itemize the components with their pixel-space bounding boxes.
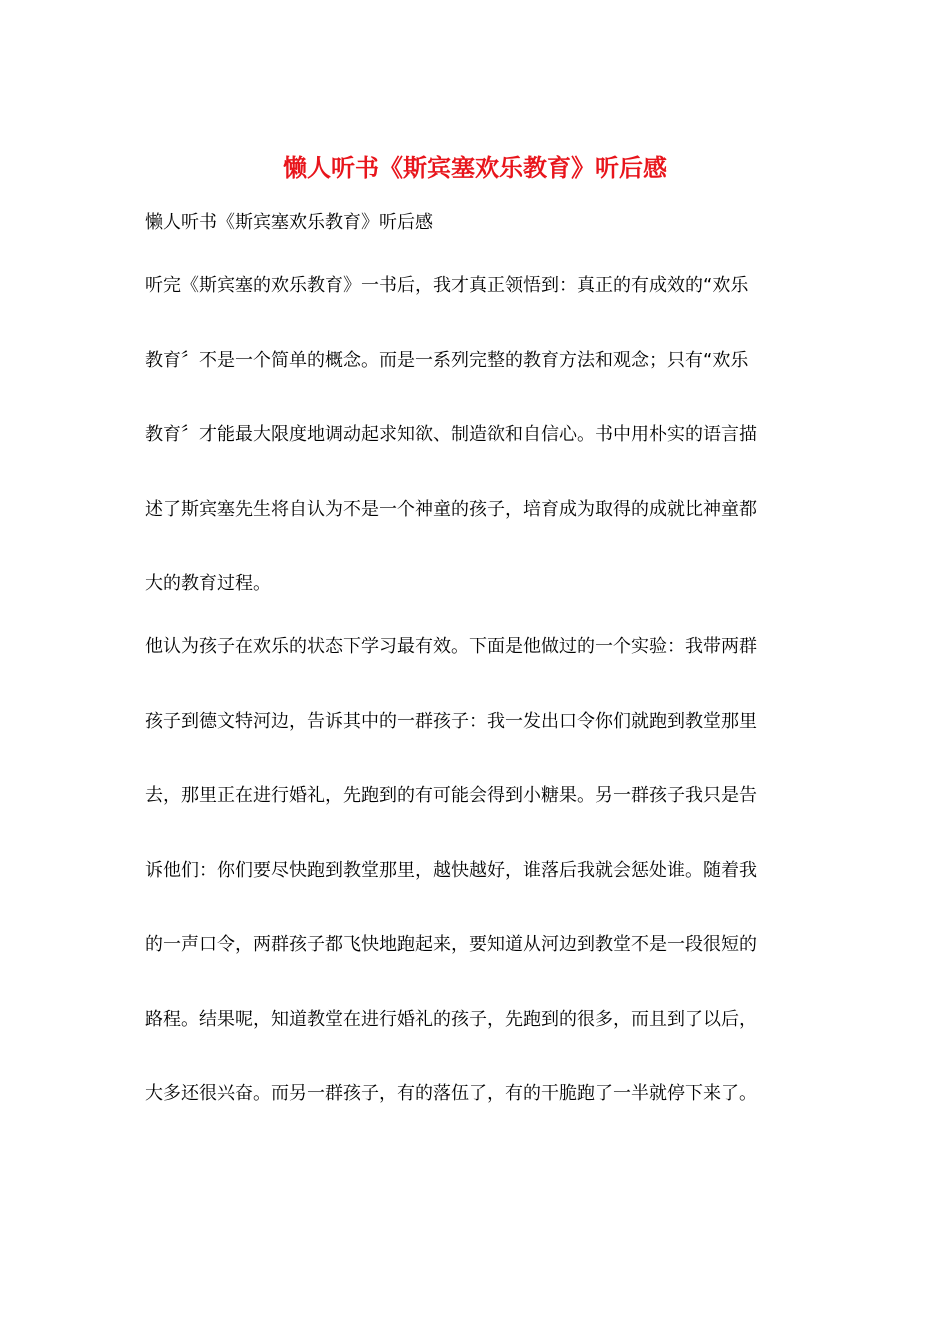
- paragraph-line: 教育〞不是一个简单的概念。而是一系列完整的教育方法和观念；只有“欢乐: [145, 349, 749, 371]
- paragraph-2: [145, 632, 757, 1154]
- paragraph-line: 诉他们：你们要尽快跑到教堂那里，越快越好，谁落后我就会惩处谁。随着我: [145, 859, 757, 881]
- paragraph-1: [145, 271, 757, 644]
- paragraph-line: 去，那里正在进行婚礼，先跑到的有可能会得到小糖果。另一群孩子我只是告: [145, 785, 757, 806]
- paragraph-line: 路程。结果呢，知道教堂在进行婚礼的孩子，先跑到的很多，而且到了以后，: [145, 1008, 757, 1030]
- paragraph-line: 教育〞才能最大限度地调动起求知欲、制造欲和自信心。书中用朴实的语言描: [145, 424, 757, 445]
- paragraph-line: 述了斯宾塞先生将自认为不是一个神童的孩子，培育成为取得的成就比神童都: [145, 498, 757, 520]
- paragraph-line: 听完《斯宾塞的欢乐教育》一书后，我才真正领悟到：真正的有成效的“欢乐: [145, 275, 749, 296]
- document-title: 懒人听书《斯宾塞欢乐教育》听后感: [283, 153, 667, 182]
- paragraph-line: 他认为孩子在欢乐的状态下学习最有效。下面是他做过的一个实验：我带两群: [145, 636, 757, 657]
- paragraph-line: 大的教育过程。: [145, 573, 271, 594]
- paragraph-line: 大多还很兴奋。而另一群孩子，有的落伍了，有的干脆跑了一半就停下来了。: [145, 1083, 757, 1104]
- document-subtitle: 懒人听书《斯宾塞欢乐教育》听后感: [145, 212, 433, 233]
- paragraph-line: 的一声口令，两群孩子都飞快地跑起来，要知道从河边到教堂不是一段很短的: [145, 934, 757, 955]
- paragraph-line: 孩子到德文特河边，告诉其中的一群孩子：我一发出口令你们就跑到教堂那里: [145, 710, 757, 732]
